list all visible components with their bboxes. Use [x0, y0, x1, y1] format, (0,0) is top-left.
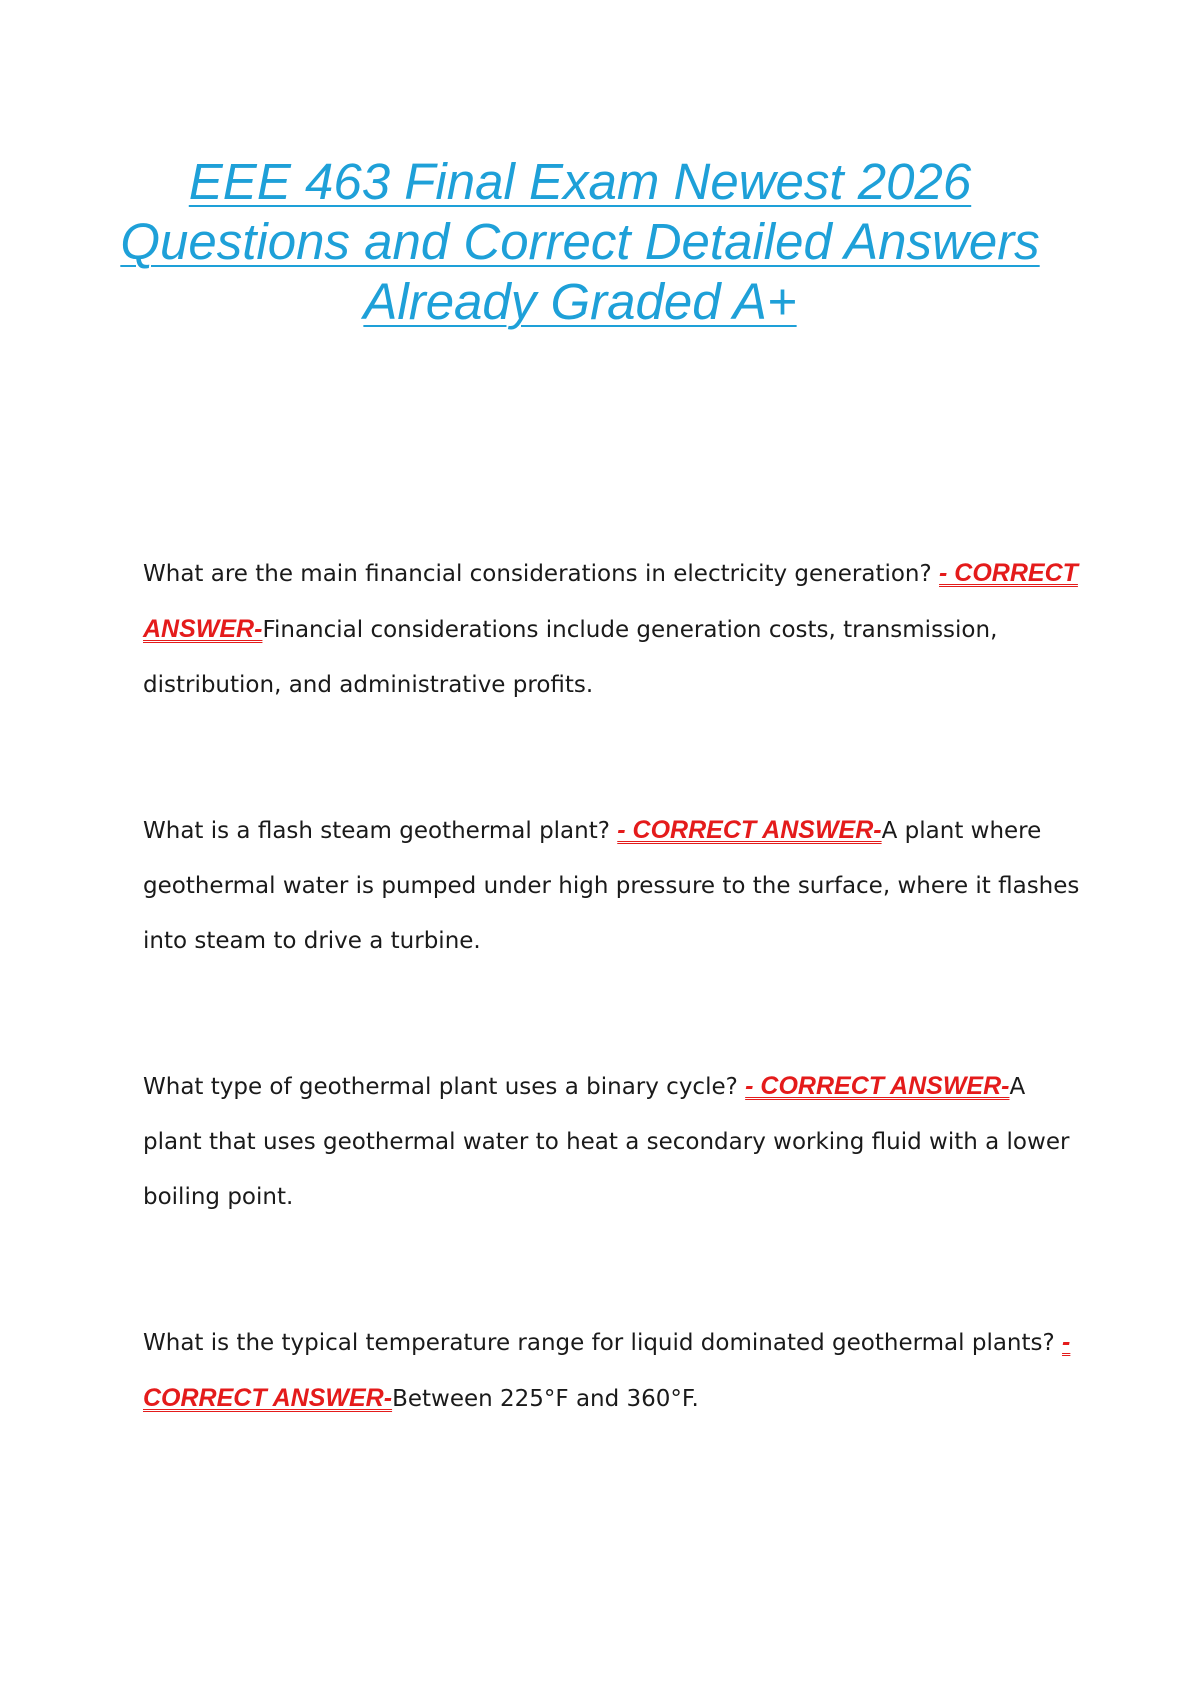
qa-item — [143, 1059, 1083, 1225]
qa-item — [143, 803, 1083, 969]
answer-text: A plant that uses geothermal water to heat a secondary working fluid with a lower boiling point. — [143, 1074, 1070, 1210]
correct-answer-label: - CORRECT ANSWER- — [143, 1328, 1071, 1412]
correct-answer-label: - CORRECT ANSWER- — [617, 816, 882, 844]
question-text: What is the typical temperature range for liquid dominated geothermal plants? — [143, 1330, 1063, 1356]
title-line-2: Questions and Correct Detailed Answers — [120, 213, 1040, 270]
qa-item — [143, 1315, 1083, 1427]
question-text: What type of geothermal plant uses a binary cycle? — [143, 1074, 746, 1100]
qa-item — [143, 546, 1083, 713]
question-text: What are the main financial considerations in electricity generation? — [143, 561, 940, 587]
document-title — [100, 152, 1060, 332]
answer-text: Between 225°F and 360°F. — [392, 1386, 699, 1412]
answer-text: Financial considerations include generation costs, transmission, distribution, and administrative profits. — [143, 617, 998, 698]
correct-answer-label: - CORRECT ANSWER- — [143, 559, 1078, 643]
correct-answer-label: - CORRECT ANSWER- — [745, 1072, 1010, 1100]
title-line-3: Already Graded A+ — [363, 273, 797, 330]
answer-text: A plant where geothermal water is pumped under high pressure to the surface, where it flashes into steam to drive a turbine. — [143, 818, 1080, 954]
title-line-1: EEE 463 Final Exam Newest 2026 — [188, 153, 972, 210]
qa-list — [143, 546, 1083, 1427]
question-text: What is a flash steam geothermal plant? — [143, 818, 618, 844]
